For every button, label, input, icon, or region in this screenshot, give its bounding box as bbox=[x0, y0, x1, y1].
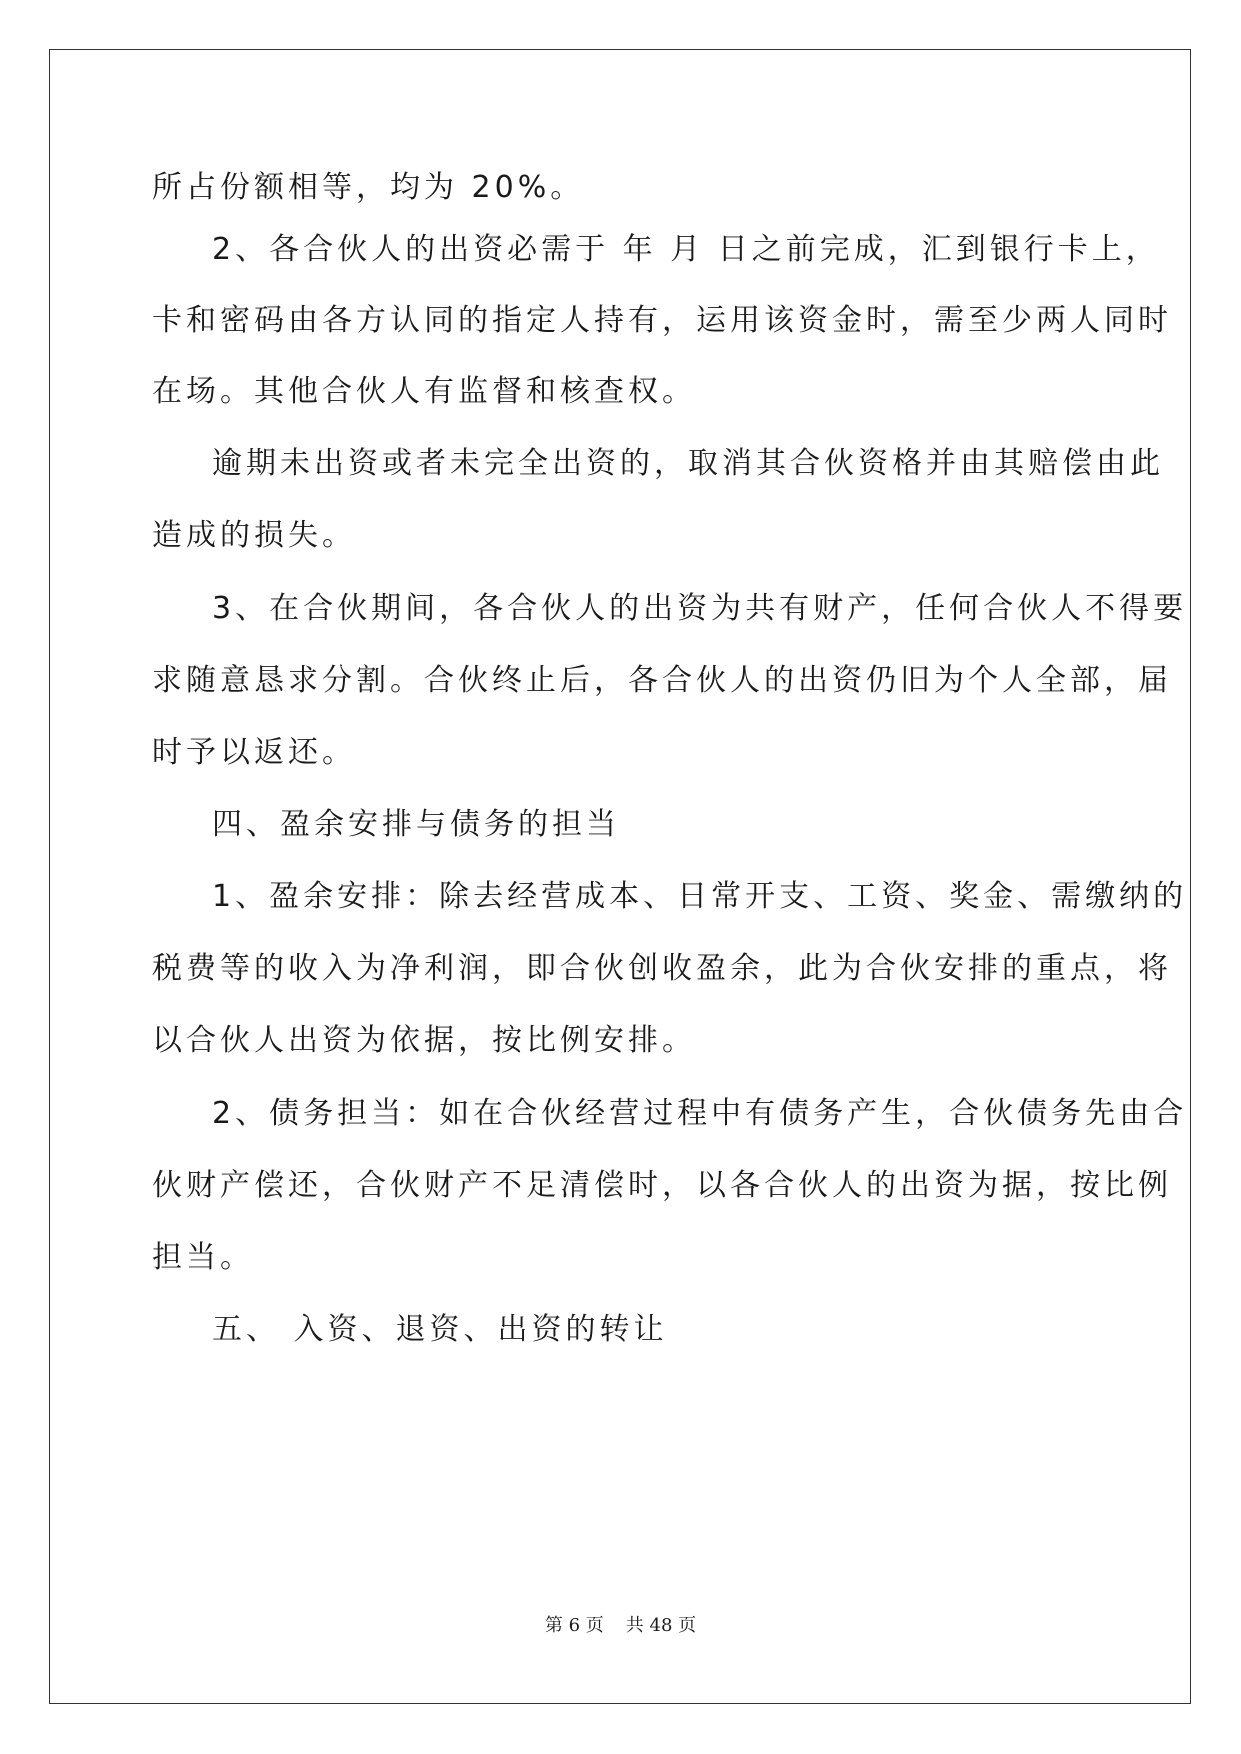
text-line: 造成的损失。 bbox=[152, 518, 356, 553]
section-heading: 四、盈余安排与债务的担当 bbox=[212, 807, 620, 842]
section-heading: 五、 入资、退资、出资的转让 bbox=[212, 1312, 668, 1347]
text-line: 求随意恳求分割。合伙终止后，各合伙人的出资仍旧为个人全部，届 bbox=[152, 663, 1172, 698]
text-line: 在场。其他合伙人有监督和核查权。 bbox=[152, 374, 696, 409]
text-line: 所占份额相等，均为 20%。 bbox=[152, 170, 585, 205]
text-line: 时予以返还。 bbox=[152, 735, 356, 770]
text-line: 1、盈余安排：除去经营成本、日常开支、工资、奖金、需缴纳的 bbox=[212, 879, 1188, 914]
text-line: 2、债务担当：如在合伙经营过程中有债务产生，合伙债务先由合 bbox=[212, 1096, 1188, 1131]
text-line: 以合伙人出资为依据，按比例安排。 bbox=[152, 1023, 696, 1058]
text-line: 伙财产偿还，合伙财产不足清偿时，以各合伙人的出资为据，按比例 bbox=[152, 1168, 1172, 1203]
text-line: 卡和密码由各方认同的指定人持有，运用该资金时，需至少两人同时 bbox=[152, 303, 1172, 338]
text-line: 担当。 bbox=[152, 1240, 254, 1275]
text-line: 2、各合伙人的出资必需于 年 月 日之前完成，汇到银行卡上， bbox=[212, 232, 1160, 267]
text-line: 税费等的收入为净利润，即合伙创收盈余，此为合伙安排的重点，将 bbox=[152, 951, 1172, 986]
page-footer bbox=[0, 1614, 1241, 1638]
page-total: 共 48 页 bbox=[625, 1615, 697, 1636]
text-line: 3、在合伙期间，各合伙人的出资为共有财产，任何合伙人不得要 bbox=[212, 591, 1188, 626]
page-number: 第 6 页 bbox=[544, 1615, 604, 1636]
text-line: 逾期未出资或者未完全出资的，取消其合伙资格并由其赔偿由此 bbox=[212, 446, 1164, 481]
